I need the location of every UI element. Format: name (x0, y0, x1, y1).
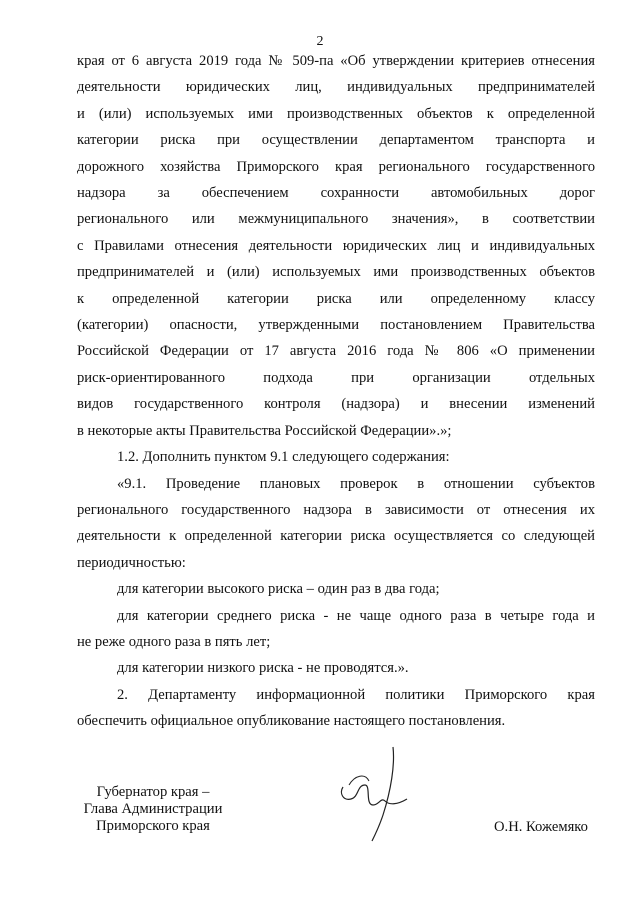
page-number: 2 (316, 34, 324, 49)
text-line: «9.1. Проведение плановых проверок в отношении субъектов (117, 475, 595, 492)
text-line: обеспечить официальное опубликование настоящего постановления. (77, 713, 506, 730)
text-line: регионального или межмуниципального значения», в соответствии (77, 211, 595, 228)
text-line: надзора за обеспечением сохранности автомобильных дорог (77, 185, 595, 202)
text-line: для категории высокого риска – один раз в два года; (117, 581, 440, 598)
text-line: Российской Федерации от 17 августа 2016 года № 806 «О применении (77, 343, 595, 360)
handwritten-signature (335, 745, 415, 845)
text-line: для категории низкого риска - не проводятся.». (117, 660, 409, 677)
signatory-name: О.Н. Кожемяко (494, 819, 588, 835)
text-line: деятельности юридических лиц, индивидуальных предпринимателей (77, 79, 595, 96)
text-line: не реже одного раза в пять лет; (77, 633, 271, 650)
text-line: 2. Департаменту информационной политики Приморского края (117, 686, 595, 703)
text-line: в некоторые акты Правительства Российской Федерации».»; (77, 422, 452, 439)
text-line: к определенной категории риска или определенному классу (77, 290, 595, 307)
text-line: дорожного хозяйства Приморского края регионального государственного (77, 158, 595, 175)
text-line: риск-ориентированного подхода при организации отдельных (77, 369, 595, 386)
text-line: деятельности к определенной категории риска осуществляется со следующей (77, 528, 595, 545)
signatory-title-line: Приморского края (96, 818, 210, 834)
text-line: периодичностью: (77, 554, 186, 571)
text-line: предпринимателей и (или) используемых ими производственных объектов (77, 264, 595, 281)
signatory-title (78, 784, 228, 835)
signatory-title-line: Глава Администрации (83, 801, 223, 817)
text-line: и (или) используемых ими производственных объектов к определенной (77, 105, 595, 122)
text-line: (категории) опасности, утвержденными постановлением Правительства (77, 317, 595, 334)
text-line: для категории среднего риска - не чаще одного раза в четыре года и (117, 607, 595, 624)
signatory-title-line: Губернатор края – (96, 784, 210, 800)
text-line: регионального государственного надзора в зависимости от отнесения их (77, 501, 595, 518)
text-line: края от 6 августа 2019 года № 509-па «Об утверждении критериев отнесения (77, 53, 595, 69)
text-line: видов государственного контроля (надзора) и внесении изменений (77, 396, 595, 413)
text-line: категории риска при осуществлении департаментом транспорта и (77, 132, 595, 149)
document-body (77, 48, 595, 735)
text-line: 1.2. Дополнить пунктом 9.1 следующего содержания: (117, 449, 450, 466)
text-line: с Правилами отнесения деятельности юридических лиц и индивидуальных (77, 237, 595, 254)
